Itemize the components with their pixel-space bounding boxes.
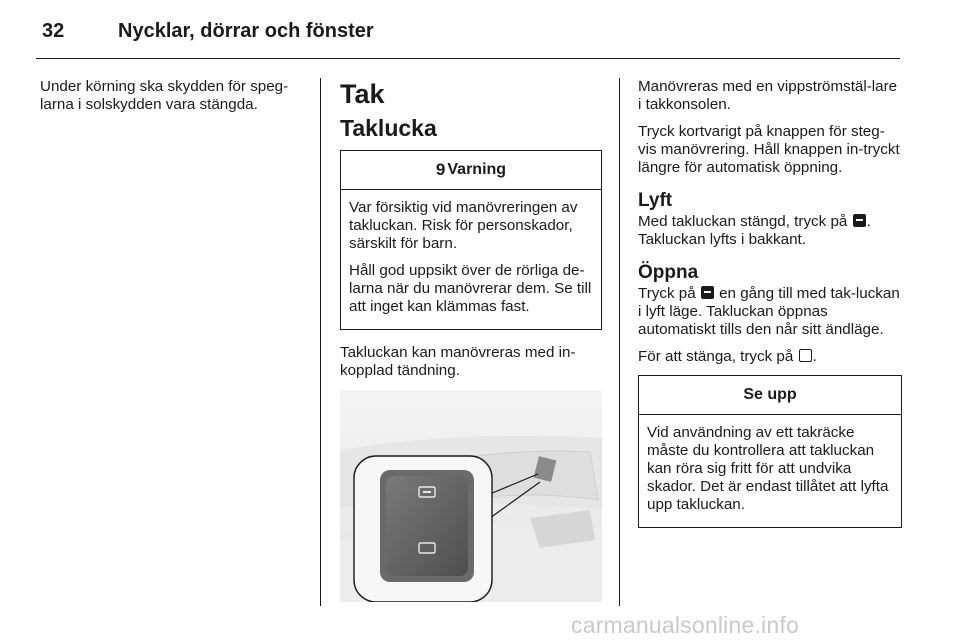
warning-title: Varning [447,161,507,178]
warning-header [341,151,601,190]
sunroof-close-icon [799,349,812,362]
switch-location-text: Manövreras med en vippströmstäl-lare i takkonsolen. [638,78,898,113]
header-rule [36,58,900,59]
lift-text-end: . Takluckan lyfts i bakkant. [638,213,871,248]
open-text-start: Tryck på [638,285,700,302]
switch-drawing [340,390,602,602]
caution-box [638,375,902,528]
column-divider-1 [320,78,321,606]
open-text-end: en gång till med tak-luckan i lyft läge. Takluckan öppnas automatiskt tills den når sitt ändläge. [638,285,900,338]
column-1 [40,78,304,123]
column-3 [638,78,902,542]
page-number: 32 [42,20,65,42]
open-heading: Öppna [638,262,699,283]
open-text [638,285,902,339]
warning-box [340,150,602,330]
subsection-heading: Taklucka [340,115,437,141]
close-text [638,348,902,366]
warning-text-2: Håll god uppsikt över de rörliga de-larna när du manövrerar dem. Se till att inget kan klämmas fast. [349,262,592,315]
warning-body [341,190,601,329]
close-text-start: För att stänga, tryck på [638,348,798,365]
page-header [36,20,900,60]
close-text-end: . [812,348,817,365]
ignition-note: Takluckan kan manövreras med in-kopplad tändning. [340,344,576,379]
mirror-cover-note: Under körning ska skydden för speg-larna i solskydden vara stängda. [40,78,289,113]
caution-header [639,376,901,415]
lift-heading: Lyft [638,190,673,211]
warning-triangle-icon: 9 [435,160,446,179]
sunroof-lift-icon [853,214,866,227]
operation-text: Tryck kortvarigt på knappen för steg-vis manövrering. Håll knappen in-tryckt längre för automatisk öppning. [638,123,900,176]
watermark: carmanualsonline.info [571,612,799,638]
column-divider-2 [619,78,620,606]
lift-text-start: Med takluckan stängd, tryck på [638,213,852,230]
caution-text: Vid användning av ett takräcke måste du kontrollera att takluckan kan röra sig fritt för att undvika skador. Det är endast tillåtet att lyfta upp takluckan. [647,424,889,513]
lift-text [638,213,902,249]
column-2 [340,78,602,602]
section-heading: Tak [340,79,385,109]
sunroof-lift-icon [701,286,714,299]
caution-title: Se upp [743,386,797,403]
caution-body [639,415,901,527]
sunroof-switch-illustration [340,390,602,602]
warning-text-1: Var försiktig vid manövreringen av takluckan. Risk för personskador, särskilt för barn. [349,199,578,252]
chapter-title: Nycklar, dörrar och fönster [118,20,374,42]
